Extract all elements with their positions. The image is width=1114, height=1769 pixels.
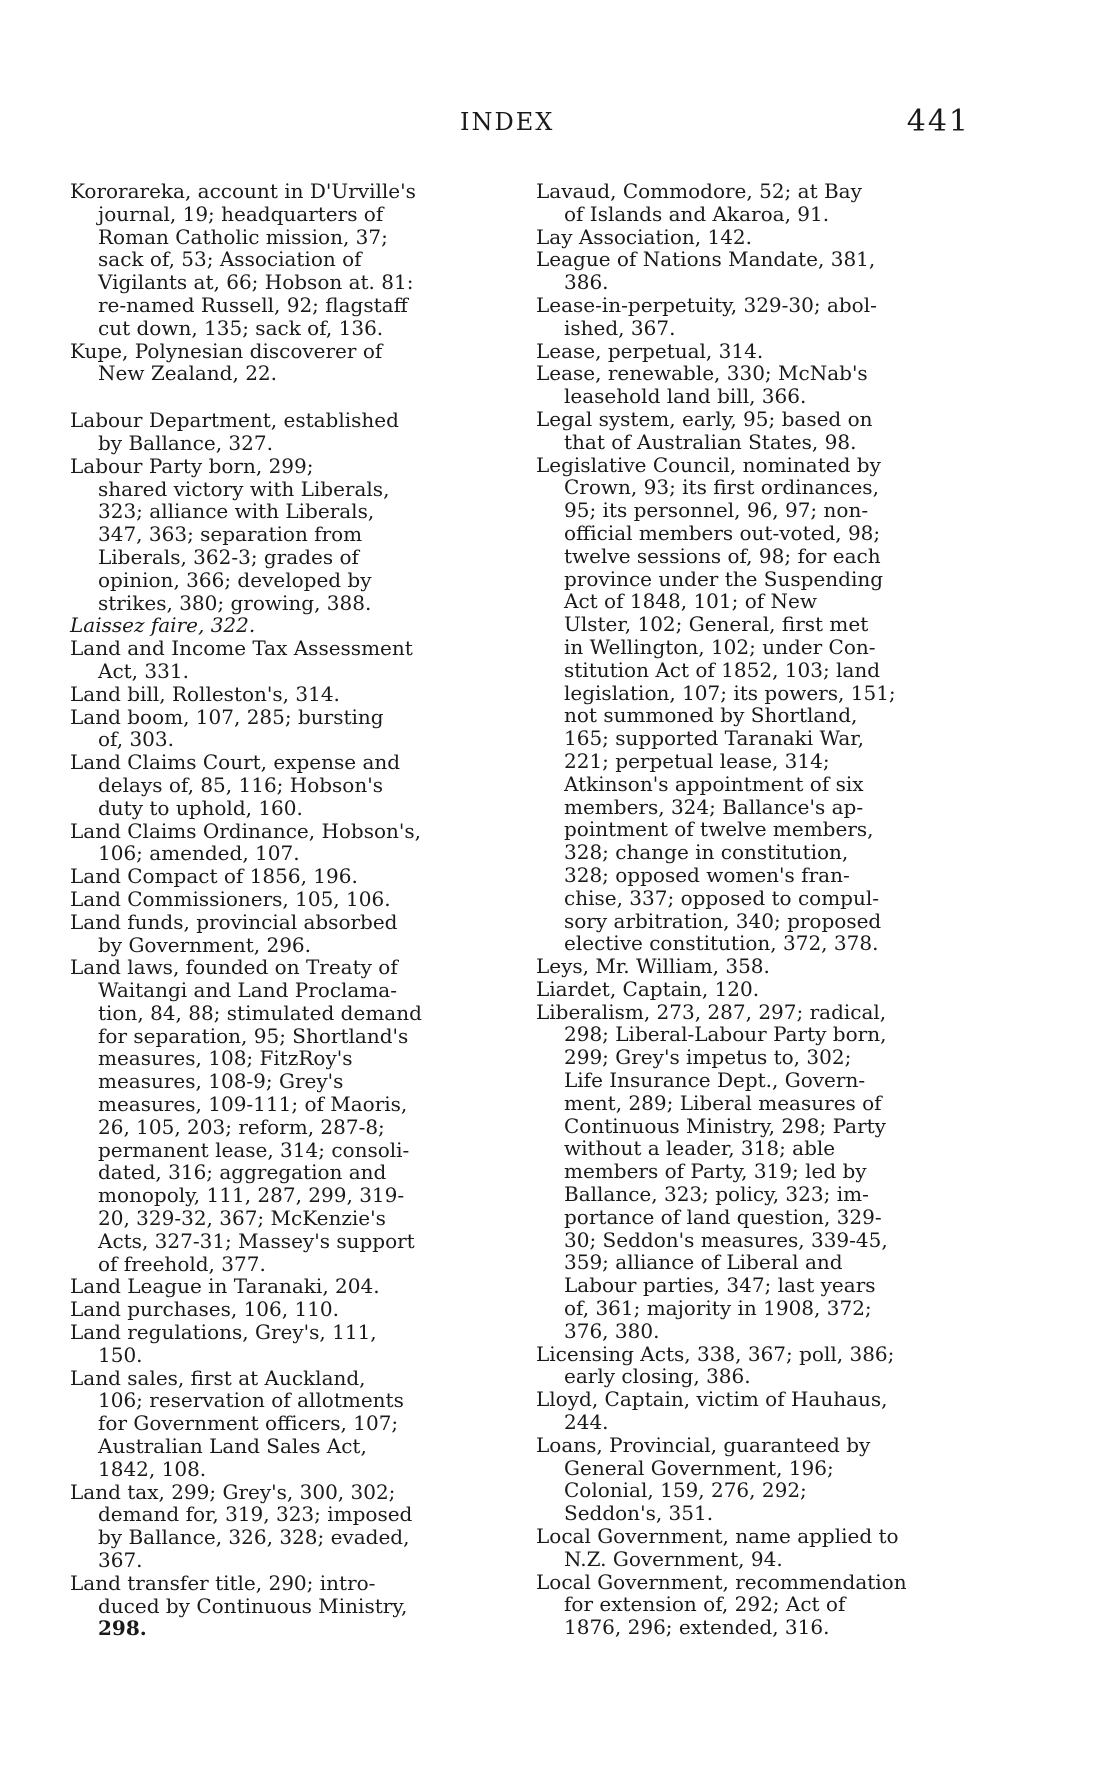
index-entry-labour-party: Labour Party born, 299; shared victory with Liberals, 323; alliance with Liberals, 347, 363; separation from Liberals, 362-3; grades of opinion, 366; developed by strikes, 380; growing, 388. (70, 453, 390, 615)
running-title: INDEX (460, 108, 555, 136)
index-entry-liberalism: Liberalism, 273, 287, 297; radical, 298; Liberal-Labour Party born, 299; Grey's impetus to, 302; Life Insurance Dept., Govern- ment, 289; Liberal measures of Continuous Ministry, 298; Party without a leader, 318; able members of Party, 319; led by Ballance, 323; policy, 323; im- portance of land question, 329- 30; Seddon's measures, 339-45, 359; alliance of Liberal and Labour parties, 347; last years of, 361; majority in 1908, 372; 376, 380. (536, 999, 888, 1343)
index-entry-land-laws: Land laws, founded on Treaty of Waitangi and Land Proclama- tion, 84, 88; stimulated demand for separation, 95; Shortland's measures, 108; FitzRoy's measures, 108-9; Grey's measures, 109-111; of Maoris, 26, 105, 203; reform, 287-8; permanent lease, 314; consoli- dated, 316; aggregation and monopoly, 111, 287, 299, 319- 20, 329-32, 367; McKenzie's Acts, 327-31; Massey's support of freehold, 377. (70, 955, 422, 1276)
index-entry-loans: Loans, Provincial, guaranteed by General Government, 196; Colonial, 159, 276, 292; Seddon's, 351. (536, 1432, 871, 1526)
index-entry-local-government-name: Local Government, name applied to N.Z. Government, 94. (536, 1524, 899, 1571)
index-entry-land-transfer: Land transfer title, 290; intro- duced by Continuous Ministry, (70, 1570, 408, 1618)
running-head (70, 104, 970, 148)
index-entry-kupe: Kupe, Polynesian discoverer of New Zealand, 22. (70, 338, 383, 386)
index-entry-legal-system: Legal system, early, 95; based on that of Australian States, 98. (536, 406, 873, 454)
index-entry-leys: Leys, Mr. William, 358. (536, 954, 770, 979)
index-entry-land-purchases: Land purchases, 106, 110. (70, 1297, 339, 1322)
index-entry-lay-association: Lay Association, 142. (536, 224, 752, 249)
index-entry-land-sales: Land sales, first at Auckland, 106; reservation of allotments for Government officers, 107; Australian Land Sales Act, 1842, 108. (70, 1365, 404, 1481)
right-index-column (536, 180, 970, 1639)
index-entry-licensing-acts: Licensing Acts, 338, 367; poll, 386; early closing, 386. (536, 1341, 895, 1389)
index-entry-land-claims-ordinance: Land Claims Ordinance, Hobson's, 106; amended, 107. (70, 818, 422, 866)
index-entry-laissez-faire: Laissez faire, 322. (70, 613, 256, 638)
index-entry-labour-department: Labour Department, established by Ballance, 327. (70, 408, 399, 455)
left-index-column (70, 180, 502, 1640)
index-entry-land-funds: Land funds, provincial absorbed by Government, 296. (70, 909, 398, 957)
index-entry-local-government-extension: Local Government, recommendation for extension of, 292; Act of 1876, 296; extended, 316. (536, 1569, 907, 1640)
index-entry-kororareka: Kororareka, account in D'Urville's journal, 19; headquarters of Roman Catholic mission, 37; sack of, 53; Association of Vigilants at, 66; Hobson at. 81: re-named Russell, 92; flagstaff cut down, 135; sack of, 136. (70, 179, 416, 340)
index-entry-land-compact: Land Compact of 1856, 196. (70, 864, 358, 889)
page-number: 441 (906, 104, 970, 139)
index-entry-lease-renewable: Lease, renewable, 330; McNab's leasehold land bill, 366. (536, 361, 868, 409)
index-entry-lease-in-perpetuity: Lease-in-perpetuity, 329-30; abol- ished, 367. (536, 292, 877, 340)
index-entry-land-regulations: Land regulations, Grey's, 111, 150. (70, 1320, 377, 1367)
letter-section-gap (70, 385, 502, 409)
index-entry-lease-perpetual: Lease, perpetual, 314. (536, 338, 764, 363)
index-entry-land-transfer-page-ref: 298. (98, 1616, 147, 1641)
index-entry-land-income-tax: Land and Income Tax Assessment Act, 331. (70, 636, 413, 683)
index-entry-lavaud: Lavaud, Commodore, 52; at Bay of Islands and Akaroa, 91. (536, 179, 862, 226)
index-entry-legislative-council: Legislative Council, nominated by Crown, 93; its first ordinances, 95; its personnel, 96, 97; non- official members out-voted, 98; twelve sessions of, 98; for each province under the Suspending Act of 1848, 101; of New Ulster, 102; General, first met in Wellington, 102; under Con- stitution Act of 1852, 103; land legislation, 107; its powers, 151; not summoned by Shortland, 165; supported Taranaki War, 221; perpetual lease, 314; Atkinson's appointment of six members, 324; Ballance's ap- pointment of twelve members, 328; change in constitution, 328; opposed women's fran- chise, 337; opposed to compul- sory arbitration, 340; proposed elective constitution, 372, 378. (536, 452, 896, 956)
index-entry-lloyd: Lloyd, Captain, victim of Hauhaus, 244. (536, 1387, 888, 1435)
index-entry-liardet: Liardet, Captain, 120. (536, 976, 760, 1001)
index-entry-league-of-nations: League of Nations Mandate, 381, 386. (536, 247, 876, 295)
index-entry-land-bill: Land bill, Rolleston's, 314. (70, 681, 340, 706)
index-entry-land-boom: Land boom, 107, 285; bursting of, 303. (70, 704, 384, 752)
index-entry-land-claims-court: Land Claims Court, expense and delays of, 85, 116; Hobson's duty to uphold, 160. (70, 750, 401, 820)
index-entry-land-commissioners: Land Commissioners, 105, 106. (70, 886, 391, 911)
index-entry-land-tax: Land tax, 299; Grey's, 300, 302; demand for, 319, 323; imposed by Ballance, 326, 328; evaded, 367. (70, 1479, 413, 1573)
index-entry-land-league: Land League in Taranaki, 204. (70, 1274, 380, 1299)
